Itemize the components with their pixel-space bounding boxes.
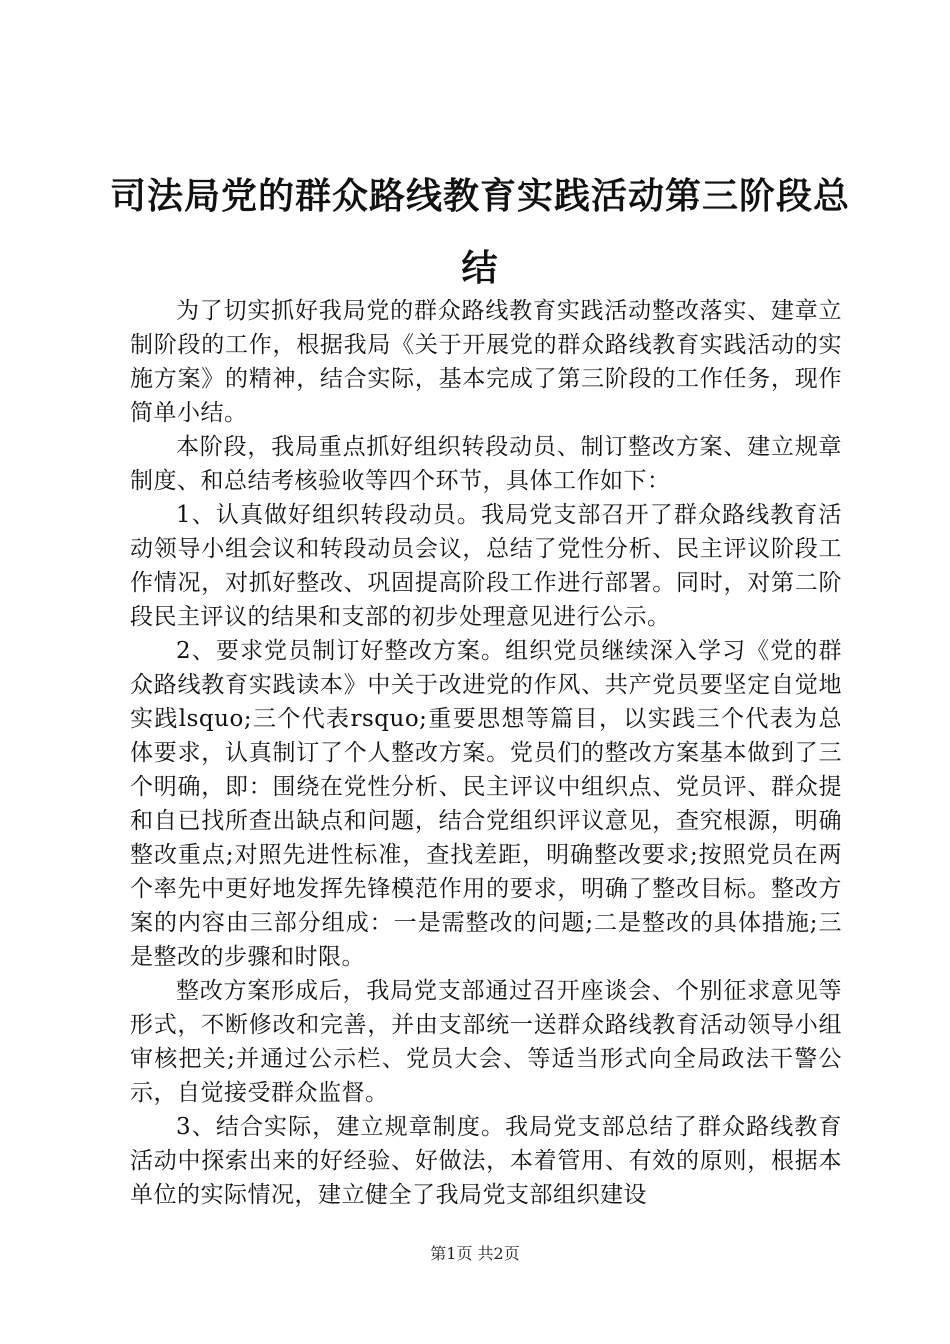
paragraph-item-1: 1、认真做好组织转段动员。我局党支部召开了群众路线教育活动领导小组会议和转段动员会议，总结了党性分析、民主评议阶段工作情况，对抓好整改、巩固提高阶段工作进行部署。同时，对第二阶段民主评议的结果和支部的初步处理意见进行公示。 [130,502,842,630]
paragraph-item-2: 2、要求党员制订好整改方案。组织党员继续深入学习《党的群众路线教育实践读本》中关于改进党的作风、共产党员要坚定自觉地实践lsquo;三个代表rsquo;重要思想等篇目，以实践三个代表为总体要求，认真制订了个人整改方案。党员们的整改方案基本做到了三个明确，即：围绕在党性分析、民主评议中组织点、党员评、群众提和自已找所查出缺点和问题，结合党组织评议意见，查究根源，明确整改重点;对照先进性标准，查找差距，明确整改要求;按照党员在两个率先中更好地发挥先锋模范作用的要求，明确了整改目标。整改方案的内容由三部分组成：一是需整改的问题;二是整改的具体措施;三是整改的步骤和时限。 [130,638,842,970]
paragraph-intro: 为了切实抓好我局党的群众路线教育实践活动整改落实、建章立制阶段的工作，根据我局《关于开展党的群众路线教育实践活动的实施方案》的精神，结合实际，基本完成了第三阶段的工作任务，现作简单小结。 [130,298,842,426]
paragraph-item-3: 3、结合实际，建立规章制度。我局党支部总结了群众路线教育活动中探索出来的好经验、好做法，本着管用、有效的原则，根据本单位的实际情况，建立健全了我局党支部组织建设 [130,1114,842,1208]
document-title: 司法局党的群众路线教育实践活动第三阶段总结 [110,175,851,289]
paragraph-item-2-followup: 整改方案形成后，我局党支部通过召开座谈会、个别征求意见等形式，不断修改和完善，并由支部统一送群众路线教育活动领导小组审核把关;并通过公示栏、党员大会、等适当形式向全局政法干警公示，自觉接受群众监督。 [130,978,842,1106]
document-body [130,294,842,1212]
page-footer: 第1页 共2页 [430,1244,520,1263]
paragraph-overview: 本阶段，我局重点抓好组织转段动员、制订整改方案、建立规章制度、和总结考核验收等四个环节，具体工作如下： [130,434,842,494]
